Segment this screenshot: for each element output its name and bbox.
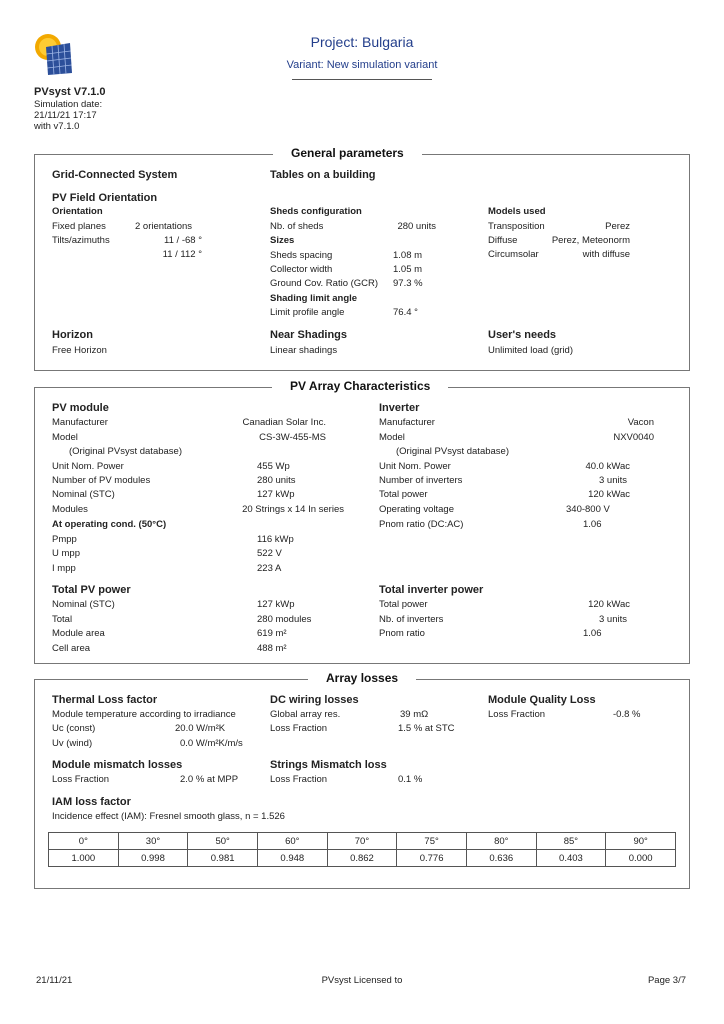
num-modules-label: Number of PV modules (52, 475, 151, 486)
circumsolar-label: Circumsolar (488, 249, 539, 260)
nominal-stc-label: Nominal (STC) (52, 489, 115, 500)
cell-area-value: 488 m² (257, 643, 287, 654)
collector-width-value: 1.05 m (393, 264, 423, 275)
sizes-label: Sizes (270, 235, 295, 246)
iam-value-cell: 0.948 (257, 850, 327, 867)
dc-loss-fraction-label: Loss Fraction (270, 723, 328, 734)
sheds-configuration-label: Sheds configuration (270, 206, 362, 217)
cell-area-label: Cell area (52, 643, 91, 654)
gcr-label: Ground Cov. Ratio (GCR) (270, 278, 379, 289)
total-inverter-power-heading: Total inverter power (379, 584, 484, 596)
dc-wiring-heading: DC wiring losses (270, 694, 359, 706)
iam-angle-cell: 30° (118, 833, 188, 850)
inverter-manufacturer-label: Manufacturer (379, 417, 435, 428)
circumsolar-value: with diffuse (582, 249, 630, 260)
inverter-model-label: Model (379, 432, 405, 443)
mismatch-loss-fraction-label: Loss Fraction (52, 774, 110, 785)
iam-angle-cell: 0° (49, 833, 119, 850)
shading-limit-label: Shading limit angle (270, 293, 358, 304)
iam-angle-cell: 60° (257, 833, 327, 850)
near-shadings-value: Linear shadings (270, 345, 338, 356)
iam-angle-cell: 75° (397, 833, 467, 850)
nb-sheds-value: 280 units (397, 221, 436, 232)
module-db-note: (Original PVsyst database) (69, 446, 182, 457)
fixed-planes-label: Fixed planes (52, 221, 106, 232)
iam-angle-cell: 90° (606, 833, 676, 850)
users-needs-heading: User's needs (488, 329, 557, 341)
footer-page: Page 3/7 (647, 975, 686, 986)
num-inverters-value: 3 units (599, 475, 627, 486)
iam-value-cell: 0.776 (397, 850, 467, 867)
iam-values-row (49, 850, 676, 867)
project-title: Project: Bulgaria (310, 34, 414, 50)
header-divider (292, 79, 432, 80)
global-res-label: Global array res. (270, 709, 341, 720)
total-nominal-label: Nominal (STC) (52, 599, 115, 610)
uc-value: 20.0 W/m²K (175, 723, 226, 734)
nb-sheds-label: Nb. of sheds (270, 221, 324, 232)
umpp-value: 522 V (257, 548, 282, 559)
pnom-ratio-label: Pnom ratio (DC:AC) (379, 519, 464, 530)
total-inverter-power-label: Total power (379, 599, 428, 610)
num-modules-value: 280 units (257, 475, 296, 486)
total-pv-power-heading: Total PV power (52, 584, 131, 596)
unit-power-value: 455 Wp (257, 461, 290, 472)
simulation-date: 21/11/21 17:17 (34, 110, 97, 121)
gcr-value: 97.3 % (393, 278, 423, 289)
iam-angle-cell: 80° (466, 833, 536, 850)
orientation-label: Orientation (52, 206, 103, 217)
iam-value-cell: 0.000 (606, 850, 676, 867)
users-needs-value: Unlimited load (grid) (488, 345, 574, 356)
iam-value-cell: 0.403 (536, 850, 606, 867)
iam-description: Incidence effect (IAM): Fresnel smooth glass, n = 1.526 (52, 811, 285, 822)
diffuse-label: Diffuse (488, 235, 518, 246)
thermal-loss-heading: Thermal Loss factor (52, 694, 158, 706)
general-parameters-title: General parameters (273, 146, 422, 160)
iam-table (48, 832, 676, 867)
strings-mismatch-heading: Strings Mismatch loss (270, 759, 387, 771)
mismatch-loss-fraction-value: 2.0 % at MPP (180, 774, 239, 785)
array-losses-title: Array losses (308, 671, 416, 685)
limit-profile-label: Limit profile angle (270, 307, 345, 318)
pmpp-value: 116 kWp (257, 534, 294, 545)
pv-array-title: PV Array Characteristics (272, 379, 448, 393)
impp-value: 223 A (257, 563, 282, 574)
model-label: Model (52, 432, 78, 443)
manufacturer-value: Canadian Solar Inc. (242, 417, 326, 428)
nb-inverters-value: 3 units (599, 614, 627, 625)
operating-voltage-label: Operating voltage (379, 504, 454, 515)
product-name: PVsyst V7.1.0 (34, 86, 106, 98)
models-used-label: Models used (488, 206, 546, 217)
mismatch-heading: Module mismatch losses (52, 759, 183, 771)
horizon-value: Free Horizon (52, 345, 107, 356)
variant-title: Variant: New simulation variant (286, 59, 438, 71)
horizon-heading: Horizon (52, 329, 93, 341)
iam-angle-cell: 70° (327, 833, 397, 850)
total-power-label: Total power (379, 489, 428, 500)
operating-voltage-value: 340-800 V (566, 504, 610, 515)
mq-loss-fraction-value: -0.8 % (613, 709, 641, 720)
inverter-db-note: (Original PVsyst database) (396, 446, 509, 457)
fixed-planes-value: 2 orientations (135, 221, 193, 232)
iam-value-cell: 1.000 (49, 850, 119, 867)
footer-license: PVsyst Licensed to (321, 975, 403, 986)
operating-cond-label: At operating cond. (50°C) (52, 519, 167, 530)
inverter-model-value: NXV0040 (613, 432, 654, 443)
dc-loss-fraction-value: 1.5 % at STC (398, 723, 455, 734)
iam-angles-row (49, 833, 676, 850)
pnom-ratio2-value: 1.06 (583, 628, 602, 639)
tilts-azimuths-value-1: 11 / -68 ° (164, 235, 202, 246)
system-type: Grid-Connected System (52, 169, 178, 181)
umpp-label: U mpp (52, 548, 80, 559)
general-parameters-section (34, 154, 690, 371)
global-res-value: 39 mΩ (400, 709, 429, 720)
iam-heading: IAM loss factor (52, 796, 131, 808)
simulation-version: with v7.1.0 (34, 121, 80, 132)
pv-field-orientation-heading: PV Field Orientation (52, 192, 158, 204)
transposition-value: Perez (605, 221, 630, 232)
iam-angle-cell: 50° (188, 833, 258, 850)
footer-date: 21/11/21 (36, 975, 73, 986)
mq-loss-fraction-label: Loss Fraction (488, 709, 546, 720)
limit-profile-value: 76.4 ° (393, 307, 418, 318)
manufacturer-label: Manufacturer (52, 417, 108, 428)
transposition-label: Transposition (488, 221, 545, 232)
total-nominal-value: 127 kWp (257, 599, 295, 610)
module-area-label: Module area (52, 628, 105, 639)
nominal-stc-value: 127 kWp (257, 489, 295, 500)
num-inverters-label: Number of inverters (379, 475, 463, 486)
iam-value-cell: 0.998 (118, 850, 188, 867)
inverter-unit-power-value: 40.0 kWac (585, 461, 630, 472)
iam-value-cell: 0.636 (466, 850, 536, 867)
inverter-heading: Inverter (379, 402, 420, 414)
total-power-value: 120 kWac (588, 489, 630, 500)
iam-value-cell: 0.981 (188, 850, 258, 867)
pnom-ratio2-label: Pnom ratio (379, 628, 425, 639)
uc-label: Uc (const) (52, 723, 96, 734)
sheds-spacing-label: Sheds spacing (270, 250, 333, 261)
thermal-description: Module temperature according to irradiance (52, 709, 236, 720)
inverter-manufacturer-value: Vacon (627, 417, 654, 428)
nb-inverters-label: Nb. of inverters (379, 614, 444, 625)
uv-label: Uv (wind) (52, 738, 93, 749)
iam-value-cell: 0.862 (327, 850, 397, 867)
module-area-value: 619 m² (257, 628, 287, 639)
total-inverter-power-value: 120 kWac (588, 599, 630, 610)
strings-loss-fraction-label: Loss Fraction (270, 774, 328, 785)
iam-angle-cell: 85° (536, 833, 606, 850)
simulation-date-label: Simulation date: (34, 99, 103, 110)
sheds-spacing-value: 1.08 m (393, 250, 423, 261)
pmpp-label: Pmpp (52, 534, 77, 545)
near-shadings-heading: Near Shadings (270, 329, 348, 341)
unit-power-label: Unit Nom. Power (52, 461, 124, 472)
pv-module-heading: PV module (52, 402, 109, 414)
total-label: Total (52, 614, 73, 625)
tilts-azimuths-value-2: 11 / 112 ° (162, 249, 202, 260)
modules-value: 20 Strings x 14 In series (242, 504, 344, 515)
impp-label: I mpp (52, 563, 76, 574)
diffuse-value: Perez, Meteonorm (551, 235, 630, 246)
modules-label: Modules (52, 504, 88, 515)
collector-width-label: Collector width (270, 264, 333, 275)
tilts-azimuths-label: Tilts/azimuths (52, 235, 110, 246)
uv-value: 0.0 W/m²K/m/s (180, 738, 243, 749)
model-value: CS-3W-455-MS (259, 432, 326, 443)
inverter-unit-power-label: Unit Nom. Power (379, 461, 451, 472)
module-quality-heading: Module Quality Loss (488, 694, 596, 706)
pnom-ratio-value: 1.06 (583, 519, 602, 530)
strings-loss-fraction-value: 0.1 % (398, 774, 423, 785)
total-value: 280 modules (257, 614, 312, 625)
tables-on-building: Tables on a building (270, 169, 376, 181)
